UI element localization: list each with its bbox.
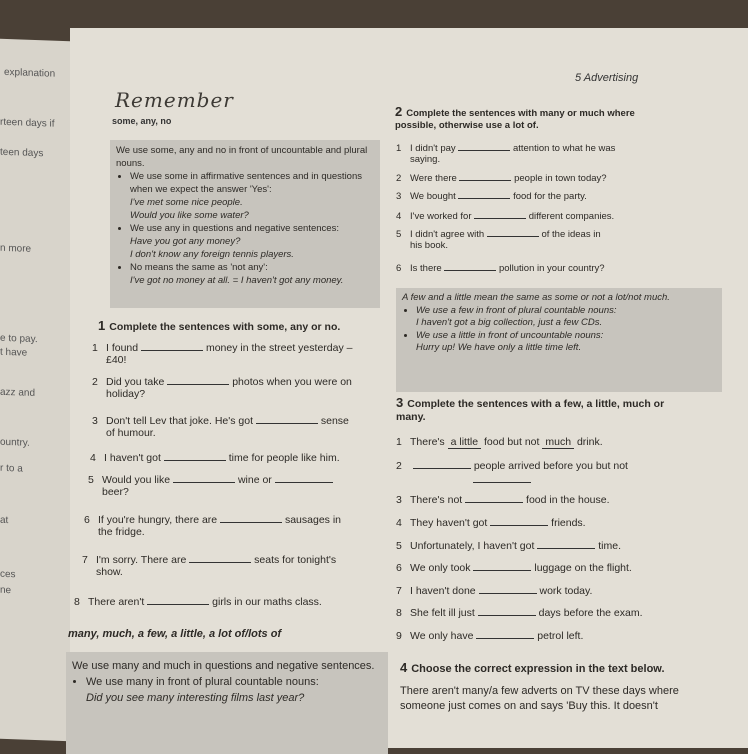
margin-fragment: t have: [0, 346, 28, 359]
grammar-box-some-any-no: [110, 140, 380, 308]
answer-blank[interactable]: [147, 594, 209, 605]
answer-blank[interactable]: [167, 374, 229, 385]
exercise-1-heading: 1 Complete the sentences with some, any or no.: [98, 318, 341, 333]
ex3-item-6: 6 We only took luggage on the flight.: [396, 562, 632, 574]
ex1-item-5: 5 Would you like wine or beer?: [88, 472, 333, 498]
ex3-item-5: 5 Unfortunately, I haven't got time.: [396, 540, 621, 552]
ex1-item-8: 8 There aren't girls in our maths class.: [74, 596, 322, 608]
ex1-item-2: 2 Did you take photos when you were on holiday?: [92, 376, 352, 400]
grammar-intro: A few and a little mean the same as some or not a lot/not much.: [402, 292, 670, 303]
grammar-rule: We use many in front of plural countable nouns:: [86, 676, 319, 688]
margin-fragment: explanation: [4, 66, 56, 80]
grammar-rule: We use many and much in questions and negative sentences.: [72, 660, 375, 672]
exercise-4-text: [400, 684, 700, 714]
ex3-item-1: 1 There's a little food but not much drink.: [396, 436, 603, 448]
margin-fragment: ces: [0, 568, 16, 581]
answer-blank[interactable]: [537, 538, 595, 549]
answer-blank[interactable]: [487, 226, 539, 237]
margin-fragment: ne: [0, 584, 12, 597]
margin-fragment: n more: [0, 242, 32, 255]
margin-fragment: e to pay.: [0, 332, 38, 346]
answer-blank[interactable]: [189, 552, 251, 563]
answer-blank[interactable]: [413, 458, 471, 469]
ex2-item-3: 3 We bought food for the party.: [396, 188, 587, 202]
grammar-rule: We use a few in front of plural countable nouns:: [416, 304, 617, 316]
text-line: someone just comes on and says 'Buy this. It doesn't: [400, 700, 658, 712]
text-line: There aren't many/a few adverts on TV these days where: [400, 685, 679, 697]
answer-blank[interactable]: [490, 515, 548, 526]
answer-blank[interactable]: [444, 260, 496, 271]
ex2-item-1: 1 I didn't pay attention to what he was saying.: [396, 140, 615, 165]
answer-blank[interactable]: [275, 472, 333, 483]
margin-fragment: azz and: [0, 386, 36, 400]
margin-fragment: at: [0, 514, 9, 527]
exercise-4-heading: 4 Choose the correct expression in the text below.: [400, 660, 665, 675]
exercise-3-heading: 3 Complete the sentences with a few, a little, much or many.: [396, 395, 665, 423]
ex3-item-4: 4 They haven't got friends.: [396, 517, 586, 529]
ex1-item-3: 3 Don't tell Lev that joke. He's got sense of humour.: [92, 415, 349, 439]
margin-fragment: ountry.: [0, 436, 30, 449]
unit-header: 5 Advertising: [575, 72, 639, 84]
many-much-heading: many, much, a few, a little, a lot of/lots of: [68, 628, 282, 640]
margin-fragment: r to a: [0, 462, 23, 475]
ex1-item-6: 6 If you're hungry, there are sausages in the fridge.: [84, 514, 342, 538]
answer-blank[interactable]: [473, 560, 531, 571]
textbook-page: [70, 28, 748, 748]
answer-blank[interactable]: [164, 450, 226, 461]
answer-filled[interactable]: a little: [448, 436, 481, 449]
grammar-rule: We use some in affirmative sentences and in questions when we expect the answer 'Yes':: [130, 171, 362, 195]
ex3-item-3: 3 There's not food in the house.: [396, 494, 610, 506]
remember-title: Remember: [115, 88, 234, 112]
ex1-item-1: 1 I found money in the street yesterday – £40!: [92, 342, 353, 366]
answer-blank[interactable]: [173, 472, 235, 483]
answer-blank[interactable]: [256, 413, 318, 424]
remember-subtitle: some, any, no: [112, 116, 172, 126]
grammar-example: Did you see many interesting films last year?: [86, 692, 305, 704]
exercise-2-heading: 2 Complete the sentences with many or much where possible, otherwise use a lot of.: [395, 104, 635, 131]
ex3-item-2: 2 people arrived before you but not: [396, 458, 628, 486]
grammar-example: I don't know any foreign tennis players.: [130, 249, 294, 260]
margin-fragment: rteen days if: [0, 116, 55, 130]
answer-blank[interactable]: [479, 583, 537, 594]
grammar-box-few-little: [396, 288, 722, 392]
grammar-rule: No means the same as 'not any':: [130, 262, 268, 273]
ex3-item-8: 8 She felt ill just days before the exam.: [396, 607, 643, 619]
answer-blank[interactable]: [141, 340, 203, 351]
answer-blank[interactable]: [476, 628, 534, 639]
grammar-rule: We use any in questions and negative sentences:: [130, 223, 339, 234]
ex1-item-7: 7 I'm sorry. There are seats for tonight's show.: [82, 554, 337, 578]
grammar-example: I've got no money at all. = I haven't got any money.: [130, 275, 344, 286]
grammar-intro: We use some, any and no in front of uncountable and plural nouns.: [116, 145, 368, 169]
ex3-item-9: 9 We only have petrol left.: [396, 630, 584, 642]
grammar-example: I haven't got a big collection, just a few CDs.: [416, 317, 603, 328]
grammar-example: Would you like some water?: [130, 210, 249, 221]
ex1-item-4: 4 I haven't got time for people like him.: [90, 452, 340, 464]
answer-blank[interactable]: [478, 605, 536, 616]
grammar-box-many-much: [66, 652, 388, 754]
margin-fragment: teen days: [0, 146, 44, 160]
answer-blank[interactable]: [474, 208, 526, 219]
answer-blank[interactable]: [220, 512, 282, 523]
grammar-example: Have you got any money?: [130, 236, 241, 247]
answer-blank[interactable]: [473, 472, 531, 483]
ex2-item-4: 4 I've worked for different companies.: [396, 208, 614, 222]
left-page-edge: [0, 39, 70, 741]
answer-blank[interactable]: [458, 140, 510, 151]
ex2-item-6: 6 Is there pollution in your country?: [396, 260, 605, 274]
ex3-item-7: 7 I haven't done work today.: [396, 585, 593, 597]
grammar-rule: We use a little in front of uncountable nouns:: [416, 329, 604, 341]
ex2-item-5: 5 I didn't agree with of the ideas in his book.: [396, 226, 601, 251]
answer-blank[interactable]: [458, 188, 510, 199]
grammar-example: I've met some nice people.: [130, 197, 243, 208]
ex2-item-2: 2 Were there people in town today?: [396, 170, 607, 184]
answer-blank[interactable]: [459, 170, 511, 181]
answer-blank[interactable]: [465, 492, 523, 503]
answer-filled[interactable]: much: [542, 436, 574, 449]
grammar-example: Hurry up! We have only a little time left.: [416, 342, 582, 353]
